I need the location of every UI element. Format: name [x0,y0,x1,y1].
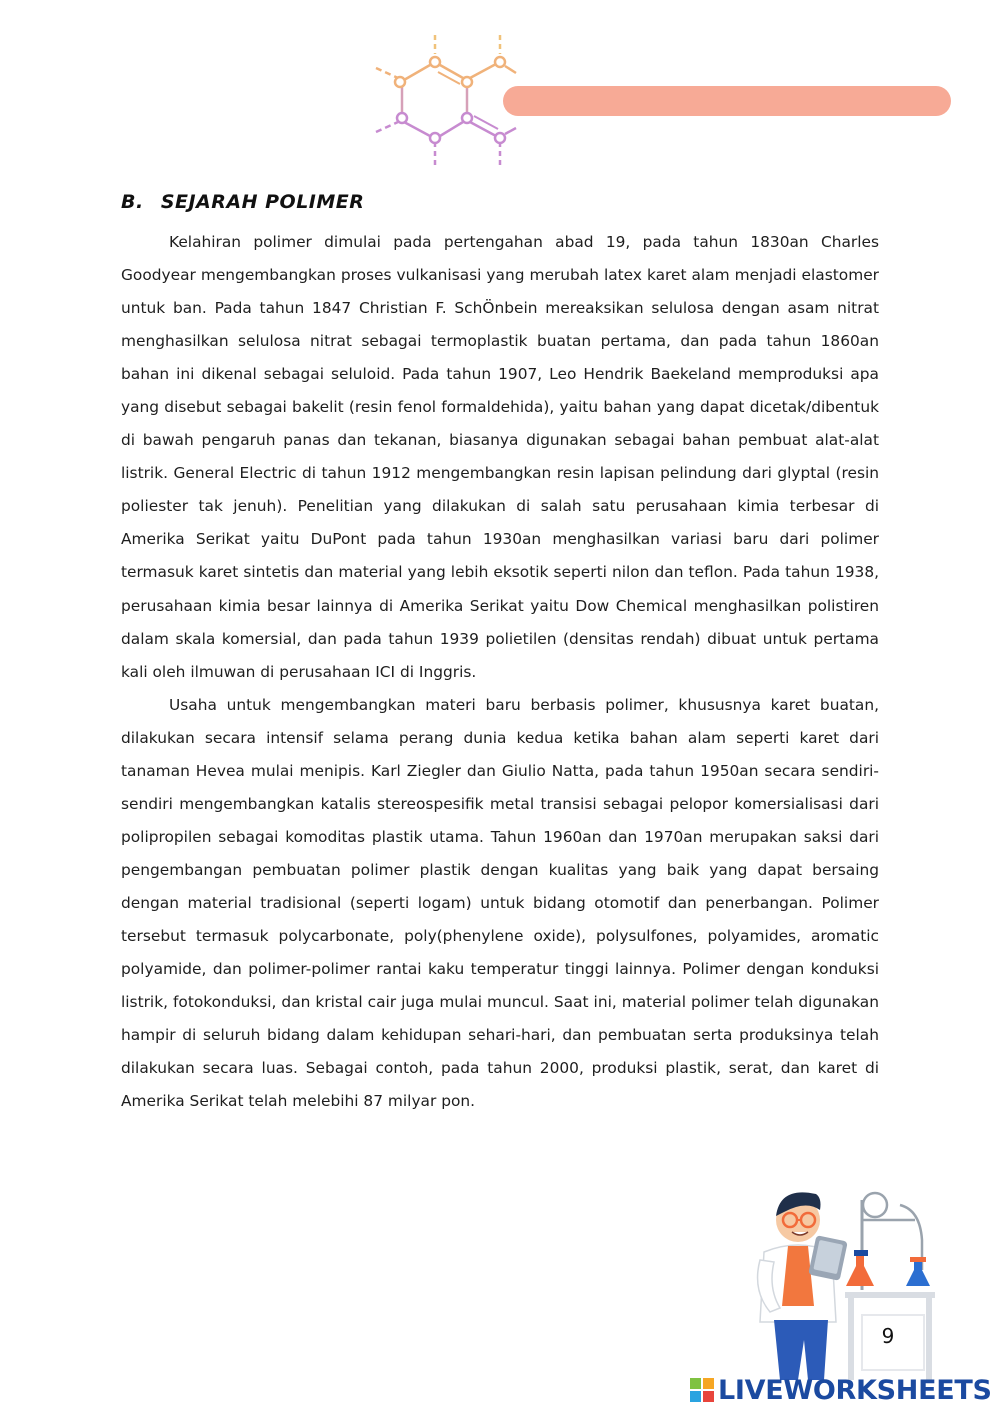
molecule-decoration-icon [370,30,520,170]
liveworksheets-logo-icon [690,1378,714,1402]
page-number: 9 [881,1324,895,1348]
section-number: B. [121,191,144,213]
section-heading [121,191,364,213]
paragraph: Kelahiran polimer dimulai pada pertengahan abad 19, pada tahun 1830an Charles Goodyear mengembangkan proses vulkanisasi yang merubah latex karet alam menjadi elastomer untuk ban. Pada tahun 1847 Christian F. SchÖnbein mereaksikan selulosa dengan asam nitrat menghasilkan selulosa nitrat sebagai termoplastik buatan pertama, dan pada tahun 1860an bahan ini dikenal sebagai seluloid. Pada tahun 1907, Leo Hendrik Baekeland memproduksi apa yang disebut sebagai bakelit (resin fenol formaldehida), yaitu bahan yang dapat dicetak/dibentuk di bawah pengaruh panas dan tekanan, biasanya digunakan sebagai bahan pembuat alat-alat listrik. General Electric di tahun 1912 mengembangkan resin lapisan pelindung dari glyptal (resin poliester tak jenuh). Penelitian yang dilakukan di salah satu perusahaan kimia terbesar di Amerika Serikat yaitu DuPont pada tahun 1930an menghasilkan variasi baru dari polimer termasuk karet sintetis dan material yang lebih eksotik seperti nilon dan teflon. Pada tahun 1938, perusahaan kimia besar lainnya di Amerika Serikat yaitu Dow Chemical menghasilkan polistiren dalam skala komersial, dan pada tahun 1939 polietilen (densitas rendah) dibuat untuk pertama kali oleh ilmuwan di perusahaan ICI di Inggris. [121,233,879,681]
brand-name: LIVEWORKSHEETS [718,1374,992,1406]
section-title: SEJARAH POLIMER [160,191,365,213]
scientist-illustration-icon [750,1180,950,1380]
brand-watermark [690,1375,992,1405]
body-text [121,226,879,1118]
paragraph: Usaha untuk mengembangkan materi baru berbasis polimer, khususnya karet buatan, dilakukan secara intensif selama perang dunia kedua ketika bahan alam seperti karet dari tanaman Hevea mulai menipis. Karl Ziegler dan Giulio Natta, pada tahun 1950an secara sendiri-sendiri mengembangkan katalis stereospesifik metal transisi sebagai pelopor komersialisasi dari polipropilen sebagai komoditas plastik utama. Tahun 1960an dan 1970an merupakan saksi dari pengembangan pembuatan polimer plastik dengan kualitas yang baik yang dapat bersaing dengan material tradisional (seperti logam) untuk bidang otomotif dan penerbangan. Polimer tersebut termasuk polycarbonate, poly(phenylene oxide), polysulfones, polyamides, aromatic polyamide, dan polimer-polimer rantai kaku temperatur tinggi lainnya. Polimer dengan konduksi listrik, fotokonduksi, dan kristal cair juga mulai muncul. Saat ini, material polimer telah digunakan hampir di seluruh bidang dalam kehidupan sehari-hari, dan pembuatan serta produksinya telah dilakukan secara luas. Sebagai contoh, pada tahun 2000, produksi plastik, serat, dan karet di Amerika Serikat telah melebihi 87 milyar pon. [121,695,879,1111]
header-accent-bar [503,86,951,116]
